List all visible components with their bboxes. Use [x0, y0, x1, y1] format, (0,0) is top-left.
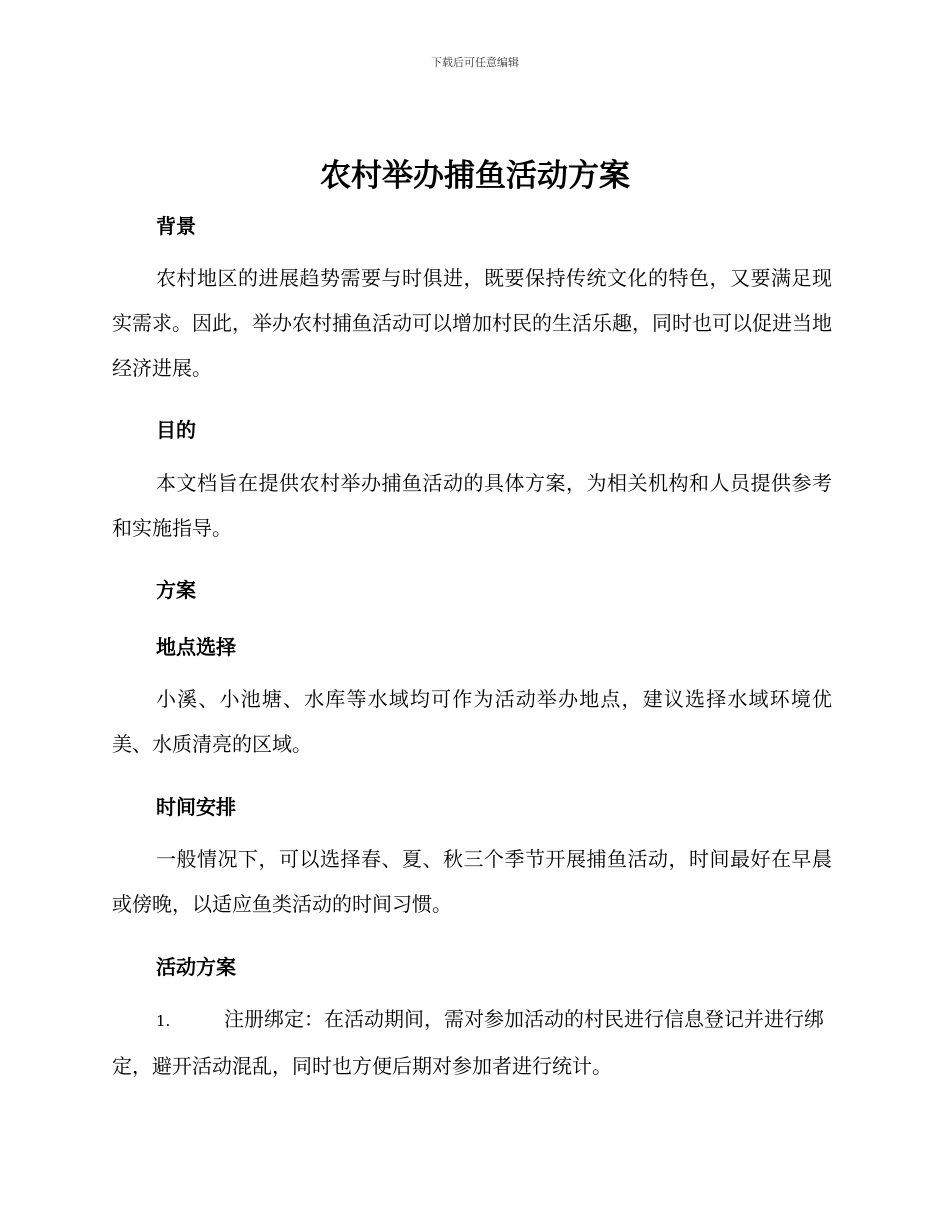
list-item-number: 1.	[156, 1012, 171, 1030]
document-title: 农村举办捕鱼活动方案	[320, 158, 630, 194]
paragraph-schedule: 一般情况下，可以选择春、夏、秋三个季节开展捕鱼活动，时间最好在早晨或傍晚，以适应鱼类活动的时间习惯。	[112, 847, 832, 916]
paragraph-background: 农村地区的进展趋势需要与时俱进，既要保持传统文化的特色，又要满足现实需求。因此，举办农村捕鱼活动可以增加村民的生活乐趣，同时也可以促进当地经济进展。	[112, 266, 832, 380]
heading-schedule: 时间安排	[156, 795, 236, 819]
heading-location: 地点选择	[156, 635, 236, 659]
heading-plan: 方案	[156, 578, 196, 602]
heading-background: 背景	[156, 214, 196, 238]
list-item-text: 注册绑定：在活动期间，需对参加活动的村民进行信息登记并进行绑定，避开活动混乱，同时也方便后期对参加者进行统计。	[112, 1007, 824, 1078]
paragraph-location: 小溪、小池塘、水库等水域均可作为活动举办地点，建议选择水域环境优美、水质清亮的区域。	[112, 687, 832, 756]
paragraph-purpose: 本文档旨在提供农村举办捕鱼活动的具体方案，为相关机构和人员提供参考和实施指导。	[112, 471, 832, 540]
header-note: 下载后可任意编辑	[431, 56, 519, 69]
heading-activity-plan: 活动方案	[156, 955, 236, 979]
list-item	[112, 997, 834, 1089]
heading-purpose: 目的	[156, 418, 196, 442]
